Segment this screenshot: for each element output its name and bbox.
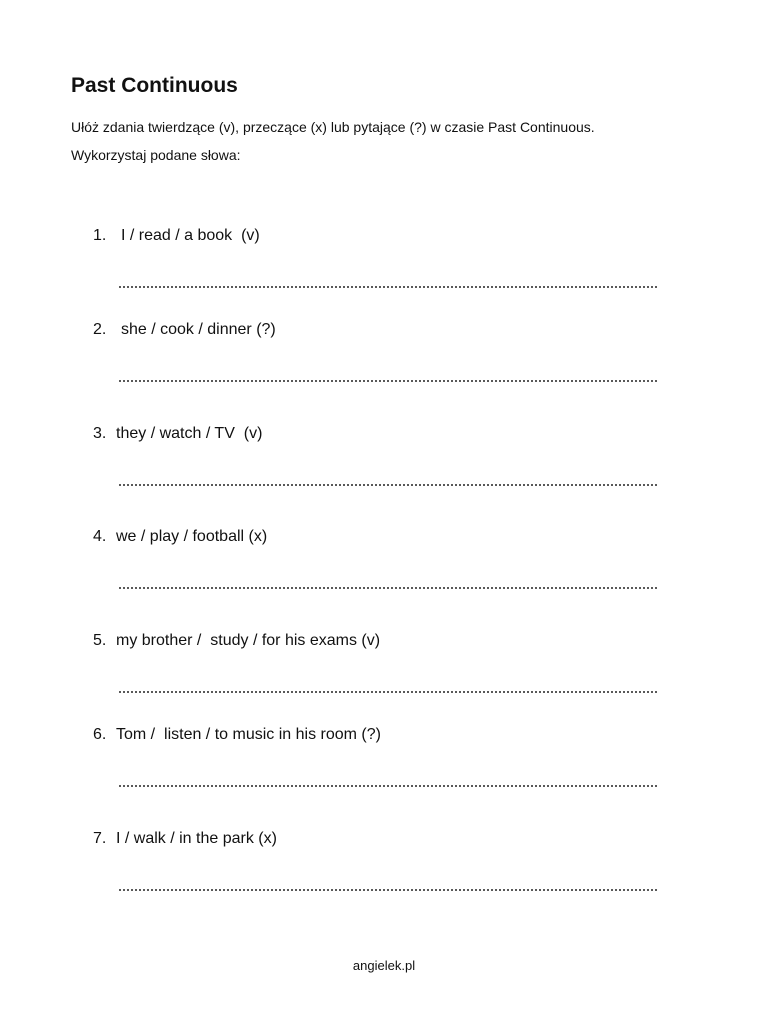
exercise-prompt: we / play / football (x) [116,528,268,545]
exercise-number: 4. [93,528,107,545]
answer-line[interactable] [118,380,658,382]
footer-site-name: angielek.pl [352,958,416,973]
exercise-prompt: I / walk / in the park (x) [116,830,277,847]
answer-line[interactable] [118,889,658,891]
exercise-number: 5. [93,632,107,649]
page-title: Past Continuous [71,74,238,97]
exercise-prompt: they / watch / TV (v) [116,425,263,442]
answer-line[interactable] [118,691,658,693]
instruction-line-2: Wykorzystaj podane słowa: [71,147,241,163]
answer-line[interactable] [118,286,658,288]
exercise-prompt: my brother / study / for his exams (v) [116,632,381,649]
exercise-prompt: she / cook / dinner (?) [121,321,276,338]
exercise-number: 3. [93,425,107,442]
answer-line[interactable] [118,785,658,787]
exercise-number: 2. [93,321,107,338]
exercise-number: 1. [93,227,107,244]
exercise-prompt: I / read / a book (v) [121,227,260,244]
answer-line[interactable] [118,484,658,486]
exercise-number: 7. [93,830,107,847]
exercise-number: 6. [93,726,107,743]
exercise-prompt: Tom / listen / to music in his room (?) [116,726,381,743]
instruction-line-1: Ułóż zdania twierdzące (v), przeczące (x) lub pytające (?) w czasie Past Continuous. [71,119,595,135]
answer-line[interactable] [118,587,658,589]
